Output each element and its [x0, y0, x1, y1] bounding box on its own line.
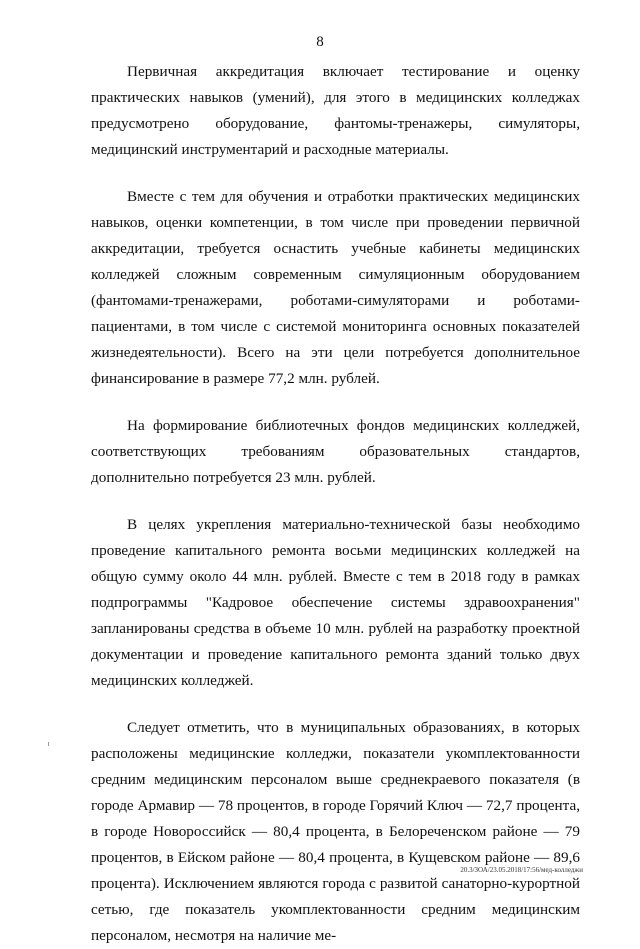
margin-mark	[48, 742, 49, 746]
document-body	[91, 59, 580, 949]
paragraph-capital-repair: В целях укрепления материально-технической базы необходимо проведение капитального ремонта восьми медицинских колледжей на общую сумму около 44 млн. рублей. Вместе с тем в 2018 году в рамках подпрограммы "Кадровое обеспечение системы здравоохранения" запланированы средства в объеме 10 млн. рублей на разработку проектной документации и проведение капитального ремонта зданий только двух медицинских колледжей.	[91, 516, 580, 689]
paragraph-primary-accreditation: Первичная аккредитация включает тестирование и оценку практических навыков (умений), для этого в медицинских колледжах предусмотрено оборудование, фантомы-тренажеры, симуляторы, медицинский инструментарий и расходные материалы.	[91, 63, 580, 158]
paragraph-staffing-indicators: Следует отметить, что в муниципальных образованиях, в которых расположены медицинские колледжи, показатели укомплектованности средним медицинским персоналом выше среднекраевого показателя (в городе Армавир — 78 процентов, в городе Горячий Ключ — 72,7 процента, в городе Новороссийск — 80,4 процента, в Белореченском районе — 79 процентов, в Ейском районе — 80,4 процента, в Кущевском районе — 89,6 процента). Исключением являются города с развитой санаторно-курортной сетью, где показатель укомплектованности средним медицинским персоналом, несмотря на наличие ме-	[91, 719, 580, 944]
page-number: 8	[316, 34, 324, 50]
paragraph-simulation-equipment: Вместе с тем для обучения и отработки практических медицинских навыков, оценки компетенции, в том числе при проведении первичной аккредитации, требуется оснастить учебные кабинеты медицинских колледжей сложным современным симуляционным оборудованием (фантомами-тренажерами, роботами-симуляторами и роботами-пациентами, в том числе с системой мониторинга основных показателей жизнедеятельности). Всего на эти цели потребуется дополнительное финансирование в размере 77,2 млн. рублей.	[91, 188, 580, 387]
paragraph-library-funds: На формирование библиотечных фондов медицинских колледжей, соответствующих требованиям образовательных стандартов, дополнительно потребуется 23 млн. рублей.	[91, 417, 580, 486]
footer-document-stamp: 20.3/ЗОА/23.05.2018/17:56/мед-колледжи	[460, 866, 583, 874]
